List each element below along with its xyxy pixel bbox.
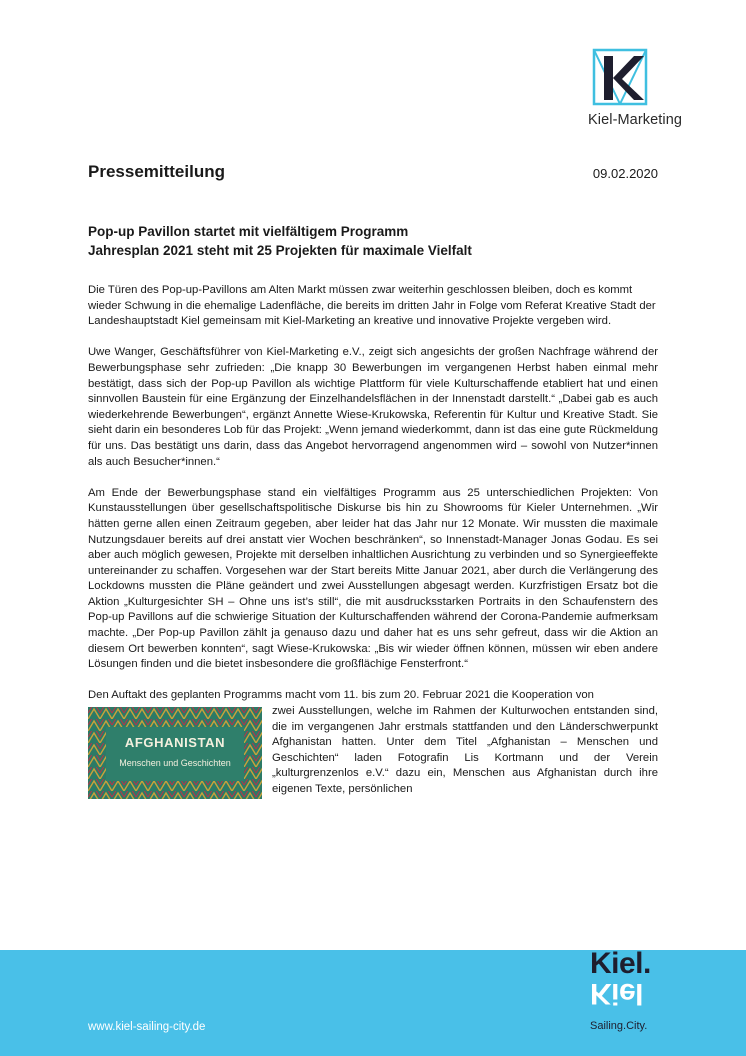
paragraph-4 (88, 688, 658, 797)
kiel-logo-mirror: Kiel (590, 977, 644, 1010)
headline (88, 222, 658, 260)
document-body (88, 283, 658, 803)
paragraph-4-rest: zwei Ausstellungen, welche im Rahmen der Kulturwochen entstanden sind, die im vergangenen Jahr erstmals stattfanden und den Länderschwerpunkt Afghanistan hatten. Unter dem Titel „Afghanistan – Menschen und Geschichten“ laden Fotografin Lis Kortmann und der Verein „kulturgrenzenlos e.V.“ dazu ein, Menschen aus Afghanistan durch ihre eigenen Texte, persönlichen (272, 705, 658, 795)
footer-url: www.kiel-sailing-city.de (88, 1021, 206, 1033)
headline-line-1: Pop-up Pavillon startet mit vielfältigem Programm (88, 224, 409, 239)
kiel-sailing-city-logo (590, 947, 680, 1010)
brand-name: Kiel-Marketing (588, 112, 683, 128)
document-date: 09.02.2020 (592, 166, 658, 181)
headline-line-2: Jahresplan 2021 steht mit 25 Projekten für maximale Vielfalt (88, 243, 472, 258)
poster-subtitle: Menschen und Geschichten (119, 757, 231, 768)
paragraph-1: Die Türen des Pop-up-Pavillons am Alten Markt müssen zwar weiterhin geschlossen bleiben, doch es kommt wieder Schwung in die ehemalige Ladenfläche, die bereits im dritten Jahr in Folge vom Referat Kreative Stadt der Landeshauptstadt Kiel gemeinsam mit Kiel-Marketing an kreative und innovative Projekte vergeben wird. (88, 284, 656, 328)
afghanistan-poster-image (88, 707, 262, 799)
kiel-tagline: Sailing.City. (590, 1020, 648, 1032)
paragraph-4-lead: Den Auftakt des geplanten Programms macht vom 11. bis zum 20. Februar 2021 die Kooperation von (88, 689, 594, 702)
poster-title: AFGHANISTAN (124, 735, 226, 751)
document-title: Pressemitteilung (88, 162, 225, 181)
kiel-logo-word: Kiel. (590, 947, 651, 980)
kiel-marketing-logo (588, 48, 683, 128)
paragraph-2: Uwe Wanger, Geschäftsführer von Kiel-Marketing e.V., zeigt sich angesichts der großen Nachfrage während der Bewerbungsphase sehr zufrieden: „Die knapp 30 Bewerbungen im vergangenen Herbst haben einmal mehr bestätigt, dass sich der Pop-up Pavillon als wichtige Plattform für viele Kulturschaffende etabliert hat und einen sinnvollen Baustein für eine Ergänzung der Einzelhandelsflächen in der Innenstadt darstellt.“ „Dabei gab es auch wiederkehrende Bewerbungen“, ergänzt Annette Wiese-Krukowska, Referentin für Kultur und Kreative Stadt. Sie sieht darin ein besonderes Lob für das Projekt: „Wenn jemand wiederkommt, dann ist das eine gute Rückmeldung für uns. Das bestätigt uns darin, dass das Angebot hervorragend angenommen wird – sowohl von Nutzer*innen als auch Besucher*innen.“ (88, 346, 658, 468)
poster-text-panel (106, 727, 244, 781)
paragraph-3: Am Ende der Bewerbungsphase stand ein vielfältiges Programm aus 25 unterschiedlichen Projekten: Von Kunstausstellungen über gesellschaftspolitische Diskurse bis hin zu Showrooms für Kieler Unternehmen. „Wir hätten gerne allen einen Zeitraum gegeben, aber leider hat das Jahr nur 12 Monate. Wir mussten die maximale Nutzungsdauer bereits auf drei anstatt vier Wochen beschränken“, so Innenstadt-Manager Jonas Godau. Es sei aber auch möglich gewesen, Projekte mit derselben inhaltlichen Ausrichtung zu verbinden und so Synergieeffekte untereinander zu schaffen. Vorgesehen war der Start bereits Mitte Januar 2021, aber durch die Verlängerung des Lockdowns mussten die Pläne geändert und zwei Ausstellungen abgesagt werden. Kurzfristigen Ersatz bot die Aktion „Kulturgesichter SH – Ohne uns ist’s still“, die mit ausdrucksstarken Portraits in den Schaufenstern des Pop-up Pavillons auf die schwierige Situation der Kulturschaffenden während der Corona-Pandemie aufmerksam machte. „Der Pop-up Pavillon zählt ja genauso dazu und daher hat es uns sehr gefreut, dass wir die Aktion an diesem Ort bewerben konnten“, sagt Wiese-Krukowska: „Bis wir wieder öffnen können, müssen wir eben andere Lösungen finden und die bietet insbesondere die großflächige Fensterfront.“ (88, 486, 658, 671)
k-logo-icon (592, 48, 648, 106)
